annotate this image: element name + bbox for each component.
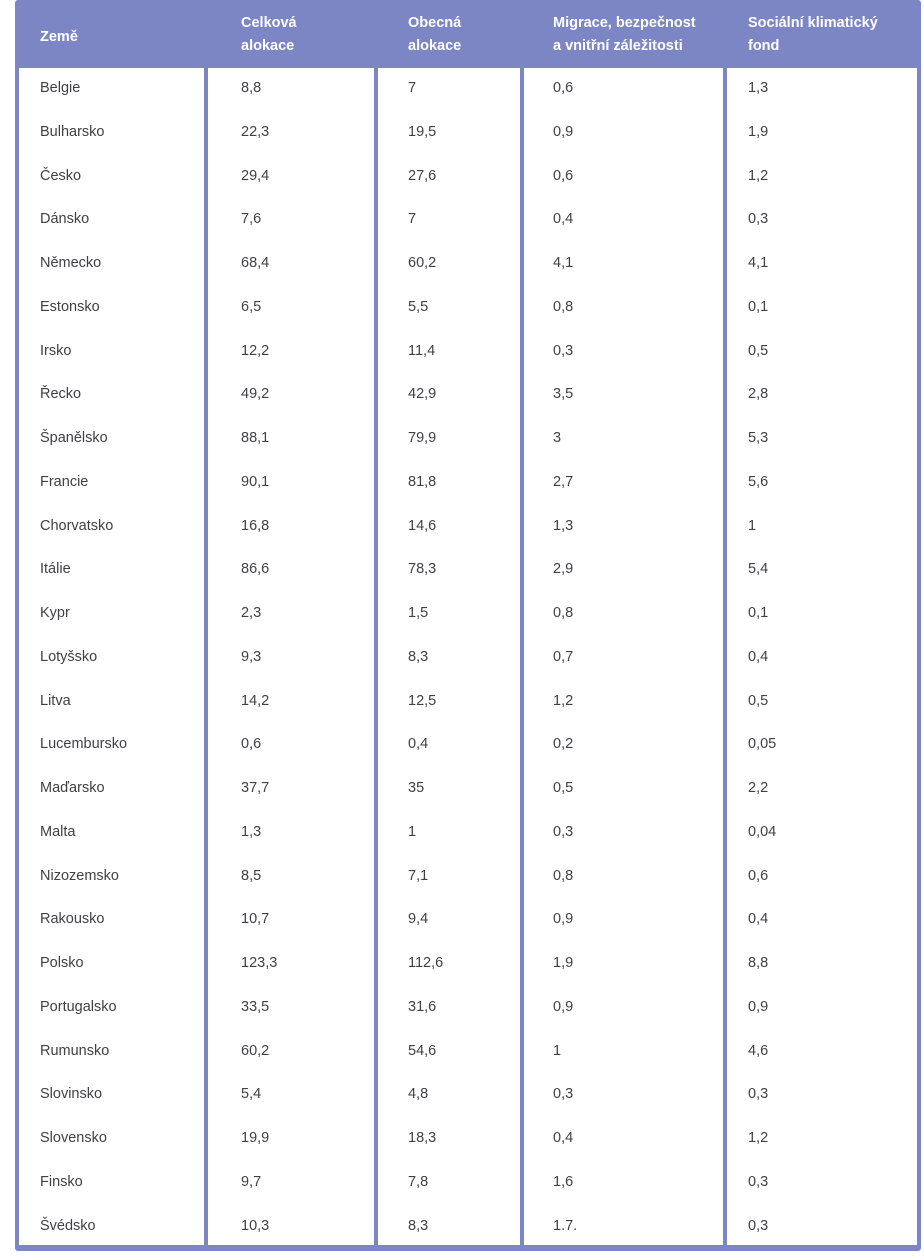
column-general-body: [378, 68, 520, 1245]
cell-migration: 0,9: [553, 123, 574, 140]
cell-migration: 1,9: [553, 955, 574, 971]
cell-total-allocation: 6,5: [241, 298, 262, 315]
cell-total-allocation: 10,3: [241, 1217, 270, 1234]
cell-social-climate-fund: 0,4: [748, 648, 769, 665]
cell-migration: 0,8: [553, 867, 574, 884]
cell-country: Slovinsko: [40, 1086, 103, 1103]
cell-country: Maďarsko: [40, 780, 105, 796]
header-general-line2: alokace: [408, 38, 462, 54]
cell-total-allocation: 8,8: [241, 80, 262, 96]
cell-general-allocation: 1: [408, 823, 417, 840]
cell-total-allocation: 7,6: [241, 211, 262, 228]
cell-total-allocation: 16,8: [241, 517, 270, 534]
cell-social-climate-fund: 0,04: [748, 823, 777, 840]
cell-country: Malta: [40, 823, 76, 840]
cell-migration: 4,1: [553, 255, 574, 271]
header-social-line2: fond: [748, 38, 780, 54]
cell-social-climate-fund: 0,5: [748, 692, 769, 709]
cell-general-allocation: 19,5: [408, 123, 437, 140]
cell-general-allocation: 7: [408, 80, 417, 96]
cell-total-allocation: 60,2: [241, 1042, 270, 1059]
cell-general-allocation: 11,4: [408, 342, 436, 359]
cell-social-climate-fund: 0,3: [748, 1086, 769, 1103]
header-migration: [553, 12, 696, 58]
cell-social-climate-fund: 1,3: [748, 80, 769, 96]
cell-total-allocation: 0,6: [241, 736, 262, 753]
cell-total-allocation: 9,7: [241, 1173, 262, 1190]
cell-migration: 0,3: [553, 1086, 574, 1103]
cell-general-allocation: 9,4: [408, 911, 429, 928]
cell-total-allocation: 123,3: [241, 955, 278, 971]
cell-total-allocation: 68,4: [241, 255, 270, 271]
cell-country: Polsko: [40, 955, 84, 971]
header-migration-line2: a vnitřní záležitosti: [553, 38, 683, 54]
cell-migration: 1,2: [553, 692, 574, 709]
header-country: [40, 26, 78, 49]
cell-total-allocation: 29,4: [241, 167, 270, 184]
cell-migration: 0,5: [553, 780, 574, 796]
cell-general-allocation: 27,6: [408, 167, 437, 184]
cell-social-climate-fund: 2,2: [748, 780, 769, 796]
cell-general-allocation: 12,5: [408, 692, 437, 709]
cell-social-climate-fund: 5,4: [748, 561, 769, 578]
cell-migration: 0,8: [553, 298, 574, 315]
cell-social-climate-fund: 0,3: [748, 211, 769, 228]
cell-social-climate-fund: 5,3: [748, 430, 769, 446]
cell-social-climate-fund: 0,1: [748, 605, 769, 621]
cell-social-climate-fund: 1,9: [748, 123, 769, 140]
cell-general-allocation: 7: [408, 211, 417, 228]
table-header-row: [15, 0, 921, 68]
cell-social-climate-fund: 0,3: [748, 1173, 769, 1190]
cell-social-climate-fund: 5,6: [748, 473, 769, 490]
cell-social-climate-fund: 0,5: [748, 342, 769, 359]
cell-total-allocation: 5,4: [241, 1086, 262, 1103]
cell-country: Finsko: [40, 1173, 83, 1190]
cell-general-allocation: 18,3: [408, 1130, 437, 1146]
cell-social-climate-fund: 2,8: [748, 386, 769, 403]
cell-country: Kypr: [40, 605, 70, 621]
cell-migration: 0,6: [553, 80, 574, 96]
cell-country: Slovensko: [40, 1130, 107, 1146]
header-country-label: Země: [40, 29, 78, 45]
cell-total-allocation: 22,3: [241, 123, 270, 140]
cell-general-allocation: 42,9: [408, 386, 437, 403]
cell-country: Švédsko: [40, 1217, 96, 1234]
cell-country: Nizozemsko: [40, 867, 119, 884]
cell-total-allocation: 90,1: [241, 473, 270, 490]
cell-social-climate-fund: 0,6: [748, 867, 769, 884]
cell-general-allocation: 4,8: [408, 1086, 429, 1103]
cell-social-climate-fund: 1,2: [748, 1130, 769, 1146]
cell-general-allocation: 60,2: [408, 255, 437, 271]
header-total-allocation: [241, 12, 297, 58]
cell-migration: 0,2: [553, 736, 574, 753]
column-total-body: [208, 68, 374, 1245]
cell-migration: 1: [553, 1042, 562, 1059]
cell-country: Rumunsko: [40, 1042, 110, 1059]
cell-social-climate-fund: 0,3: [748, 1217, 769, 1234]
cell-general-allocation: 7,8: [408, 1173, 429, 1190]
cell-migration: 1,3: [553, 517, 574, 534]
cell-social-climate-fund: 1: [748, 517, 757, 534]
header-general-allocation: [408, 12, 461, 58]
cell-migration: 0,3: [553, 823, 574, 840]
cell-general-allocation: 35: [408, 780, 425, 796]
cell-country: Španělsko: [40, 430, 108, 446]
cell-migration: 0,3: [553, 342, 574, 359]
cell-total-allocation: 2,3: [241, 605, 262, 621]
cell-migration: 0,7: [553, 648, 574, 665]
cell-total-allocation: 86,6: [241, 561, 270, 578]
header-total-line2: alokace: [241, 38, 295, 54]
cell-general-allocation: 14,6: [408, 517, 437, 534]
cell-social-climate-fund: 4,1: [748, 255, 769, 271]
cell-total-allocation: 37,7: [241, 780, 270, 796]
header-social-line1: Sociální klimatický: [748, 15, 878, 31]
cell-general-allocation: 1,5: [408, 605, 429, 621]
cell-social-climate-fund: 0,9: [748, 998, 769, 1015]
cell-country: Itálie: [40, 561, 71, 578]
cell-general-allocation: 31,6: [408, 998, 437, 1015]
cell-country: Irsko: [40, 342, 72, 359]
cell-total-allocation: 9,3: [241, 648, 262, 665]
cell-country: Belgie: [40, 80, 81, 96]
cell-country: Portugalsko: [40, 998, 117, 1015]
cell-migration: 0,8: [553, 605, 574, 621]
cell-country: Německo: [40, 255, 102, 271]
allocation-table: [15, 0, 921, 1251]
cell-migration: 0,4: [553, 1130, 574, 1146]
cell-migration: 2,9: [553, 561, 574, 578]
cell-country: Česko: [40, 167, 82, 184]
cell-general-allocation: 5,5: [408, 298, 429, 315]
cell-country: Bulharsko: [40, 123, 105, 140]
cell-total-allocation: 12,2: [241, 342, 270, 359]
cell-social-climate-fund: 0,4: [748, 911, 769, 928]
cell-country: Litva: [40, 692, 71, 709]
cell-total-allocation: 10,7: [241, 911, 270, 928]
cell-country: Lucembursko: [40, 736, 128, 753]
cell-migration: 1,6: [553, 1173, 574, 1190]
header-general-line1: Obecná: [408, 15, 462, 31]
cell-country: Řecko: [40, 386, 82, 403]
cell-general-allocation: 78,3: [408, 561, 437, 578]
cell-general-allocation: 81,8: [408, 473, 437, 490]
cell-migration: 0,4: [553, 211, 574, 228]
cell-migration: 1.7.: [553, 1217, 578, 1234]
cell-social-climate-fund: 8,8: [748, 955, 769, 971]
cell-total-allocation: 8,5: [241, 867, 262, 884]
cell-migration: 0,9: [553, 998, 574, 1015]
cell-general-allocation: 112,6: [408, 955, 444, 971]
cell-general-allocation: 79,9: [408, 430, 437, 446]
cell-country: Estonsko: [40, 298, 100, 315]
cell-general-allocation: 7,1: [408, 867, 429, 884]
header-total-line1: Celková: [241, 15, 297, 31]
cell-total-allocation: 88,1: [241, 430, 270, 446]
cell-migration: 0,6: [553, 167, 574, 184]
cell-total-allocation: 19,9: [241, 1130, 270, 1146]
cell-country: Rakousko: [40, 911, 105, 928]
cell-country: Dánsko: [40, 211, 90, 228]
cell-social-climate-fund: 1,2: [748, 167, 769, 184]
cell-migration: 2,7: [553, 473, 574, 490]
header-social-climate-fund: [748, 12, 878, 58]
cell-social-climate-fund: 4,6: [748, 1042, 769, 1059]
cell-country: Francie: [40, 473, 89, 490]
cell-social-climate-fund: 0,05: [748, 736, 777, 753]
cell-general-allocation: 8,3: [408, 1217, 429, 1234]
cell-total-allocation: 1,3: [241, 823, 262, 840]
cell-migration: 0,9: [553, 911, 574, 928]
cell-total-allocation: 49,2: [241, 386, 270, 403]
cell-country: Chorvatsko: [40, 517, 114, 534]
cell-migration: 3: [553, 430, 562, 446]
cell-migration: 3,5: [553, 386, 574, 403]
cell-total-allocation: 14,2: [241, 692, 270, 709]
header-migration-line1: Migrace, bezpečnost: [553, 15, 696, 31]
cell-general-allocation: 0,4: [408, 736, 429, 753]
cell-general-allocation: 8,3: [408, 648, 429, 665]
cell-general-allocation: 54,6: [408, 1042, 437, 1059]
cell-country: Lotyšsko: [40, 648, 98, 665]
cell-total-allocation: 33,5: [241, 998, 270, 1015]
cell-social-climate-fund: 0,1: [748, 298, 769, 315]
